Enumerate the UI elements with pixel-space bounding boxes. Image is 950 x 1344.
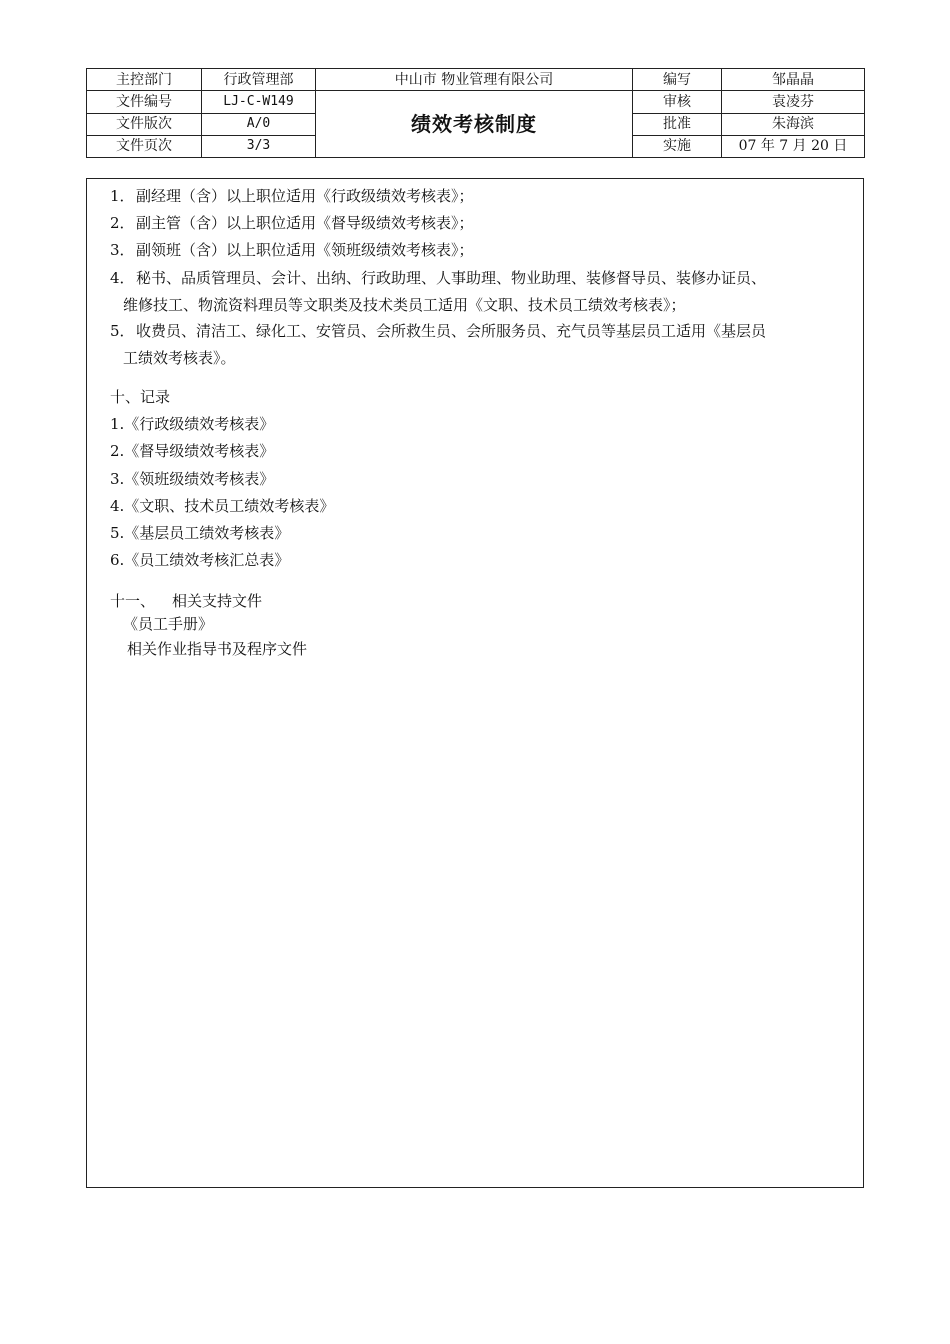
applicability-number: 1． <box>110 187 135 205</box>
page-value: 3/3 <box>202 135 316 157</box>
page-label: 文件页次 <box>87 135 202 157</box>
support-item: 《员工手册》 <box>123 615 214 633</box>
applicability-line: 秘书、品质管理员、会计、出纳、行政助理、人事助理、物业助理、装修督导员、装修办证员、 <box>136 269 767 287</box>
support-item: 相关作业指导书及程序文件 <box>127 640 308 658</box>
record-item: 5.《基层员工绩效考核表》 <box>110 524 290 542</box>
company-name: 中山市 物业管理有限公司 <box>316 69 633 91</box>
record-item: 1.《行政级绩效考核表》 <box>110 415 275 433</box>
applicability-line: 副领班（含）以上职位适用《领班级绩效考核表》； <box>136 241 474 259</box>
record-item: 6.《员工绩效考核汇总表》 <box>110 551 290 569</box>
docno-value: LJ-C-W149 <box>202 91 316 113</box>
approve-value: 朱海滨 <box>722 113 865 135</box>
applicability-line: 副经理（含）以上职位适用《行政级绩效考核表》； <box>136 187 474 205</box>
applicability-number: 3． <box>110 241 135 259</box>
applicability-number: 4． <box>110 269 135 287</box>
version-label: 文件版次 <box>87 113 202 135</box>
applicability-number: 2． <box>110 214 135 232</box>
support-heading: 相关支持文件 <box>172 592 263 610</box>
record-item: 4.《文职、技术员工绩效考核表》 <box>110 497 335 515</box>
dept-label: 主控部门 <box>87 69 202 91</box>
dept-value: 行政管理部 <box>202 69 316 91</box>
document-header-table <box>86 68 865 158</box>
document-body <box>86 178 864 1188</box>
review-label: 审核 <box>633 91 722 113</box>
applicability-line: 维修技工、物流资料理员等文职类及技术类员工适用《文职、技术员工绩效考核表》； <box>123 296 686 314</box>
author-label: 编写 <box>633 69 722 91</box>
applicability-line: 副主管（含）以上职位适用《督导级绩效考核表》； <box>136 214 474 232</box>
document-title: 绩效考核制度 <box>316 91 633 158</box>
implement-label: 实施 <box>633 135 722 157</box>
record-item: 3.《领班级绩效考核表》 <box>110 470 275 488</box>
docno-label: 文件编号 <box>87 91 202 113</box>
record-item: 2.《督导级绩效考核表》 <box>110 442 275 460</box>
version-value: A/0 <box>202 113 316 135</box>
implement-value: 07 年 7 月 20 日 <box>722 135 865 157</box>
approve-label: 批准 <box>633 113 722 135</box>
applicability-line: 收费员、清洁工、绿化工、安管员、会所救生员、会所服务员、充气员等基层员工适用《基层员 <box>136 322 767 340</box>
author-value: 邹晶晶 <box>722 69 865 91</box>
support-heading-number: 十一、 <box>110 592 156 610</box>
applicability-line: 工绩效考核表》。 <box>123 349 236 367</box>
records-heading: 十、记录 <box>110 388 171 406</box>
applicability-number: 5． <box>110 322 135 340</box>
review-value: 袁凌芬 <box>722 91 865 113</box>
